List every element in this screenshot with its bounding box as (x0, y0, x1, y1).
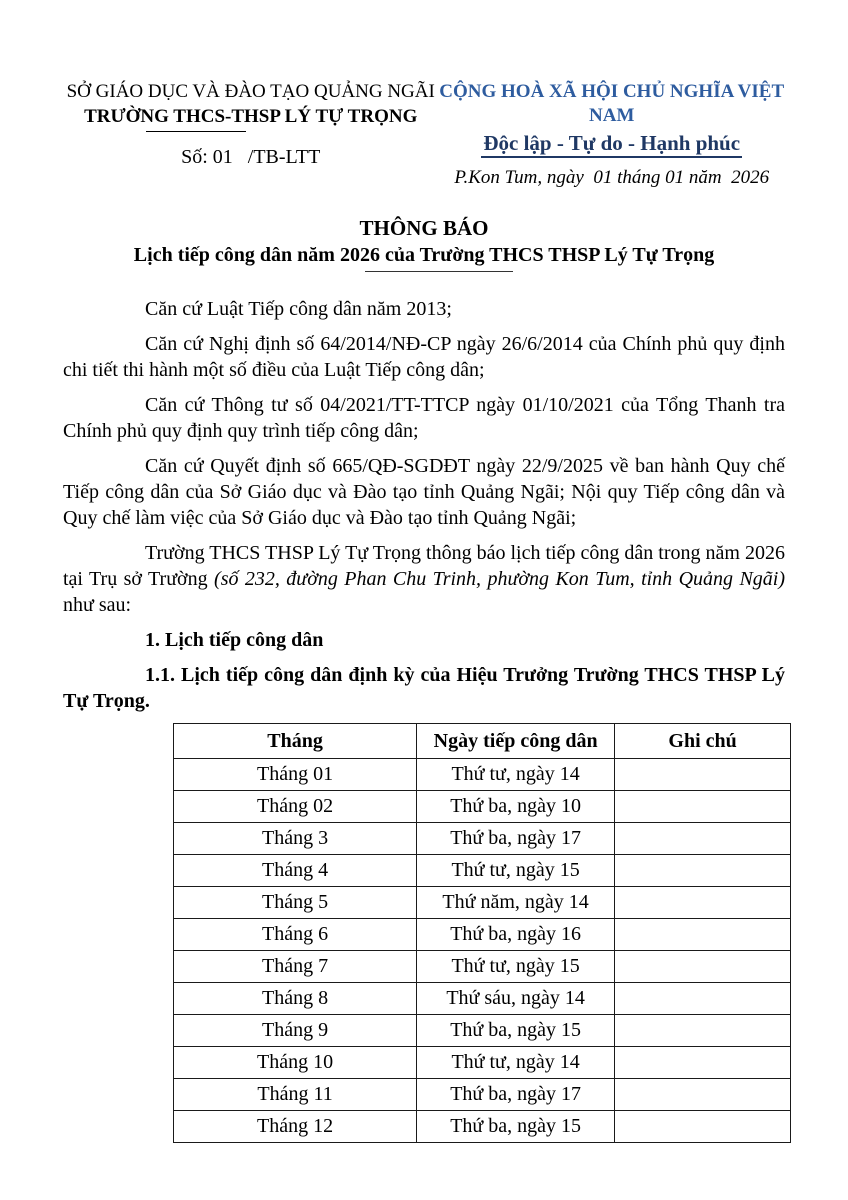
document-title: THÔNG BÁO (359, 216, 489, 240)
recital-paragraph: Căn cứ Luật Tiếp công dân năm 2013; (145, 298, 452, 320)
intro-text-2: như sau: (63, 594, 132, 616)
parent-org-name: SỞ GIÁO DỤC VÀ ĐÀO TẠO QUẢNG NGÃI (66, 81, 435, 102)
recital-paragraph: Căn cứ Nghị định số 64/2014/NĐ-CP ngày 26/6/2014 của Chính phủ quy định chi tiết thi hành một số điều của Luật Tiếp công dân; (63, 333, 785, 381)
table-cell (615, 951, 791, 983)
table-row (174, 759, 791, 791)
table-cell (615, 759, 791, 791)
table-row (174, 855, 791, 887)
national-motto-text: Độc lập - Tự do - Hạnh phúc (481, 131, 742, 158)
table-cell: Tháng 4 (174, 855, 417, 887)
table-cell (615, 919, 791, 951)
table-cell: Thứ tư, ngày 14 (417, 1047, 615, 1079)
column-header-reception-day: Ngày tiếp công dân (417, 724, 615, 759)
table-cell: Thứ tư, ngày 15 (417, 951, 615, 983)
national-header-block (438, 80, 785, 190)
table-cell: Tháng 10 (174, 1047, 417, 1079)
school-name: TRƯỜNG THCS-THSP LÝ TỰ TRỌNG (84, 106, 418, 127)
table-cell: Thứ ba, ngày 17 (417, 1079, 615, 1111)
table-row (174, 1015, 791, 1047)
table-cell (615, 1015, 791, 1047)
table-row (174, 951, 791, 983)
table-cell: Tháng 9 (174, 1015, 417, 1047)
table-cell (615, 855, 791, 887)
national-motto (438, 130, 785, 156)
table-row (174, 1079, 791, 1111)
table-row (174, 823, 791, 855)
table-cell: Tháng 5 (174, 887, 417, 919)
table-cell: Thứ ba, ngày 16 (417, 919, 615, 951)
table-cell: Tháng 12 (174, 1111, 417, 1143)
table-cell (615, 791, 791, 823)
table-row (174, 919, 791, 951)
document-body (63, 296, 785, 1143)
table-cell: Thứ ba, ngày 15 (417, 1111, 615, 1143)
table-row (174, 791, 791, 823)
table-cell: Thứ năm, ngày 14 (417, 887, 615, 919)
document-number: Số: 01 /TB-LTT (181, 146, 321, 168)
table-cell: Tháng 01 (174, 759, 417, 791)
table-row (174, 1047, 791, 1079)
table-cell: Thứ sáu, ngày 14 (417, 983, 615, 1015)
table-header-row (174, 724, 791, 759)
intro-text-1: Trường THCS THSP Lý Tự Trọng thông báo lịch tiếp công dân trong năm 2026 tại Trụ sở Trường (63, 542, 785, 590)
table-cell: Tháng 8 (174, 983, 417, 1015)
table-cell (615, 823, 791, 855)
table-cell: Thứ ba, ngày 10 (417, 791, 615, 823)
table-cell (615, 887, 791, 919)
reception-schedule-table (173, 723, 791, 1143)
place-and-date: P.Kon Tum, ngày 01 tháng 01 năm 2026 (454, 167, 770, 188)
table-cell: Tháng 11 (174, 1079, 417, 1111)
table-cell: Tháng 02 (174, 791, 417, 823)
column-header-notes: Ghi chú (615, 724, 791, 759)
section-1-heading: 1. Lịch tiếp công dân (145, 629, 324, 651)
table-row (174, 1111, 791, 1143)
table-cell: Tháng 7 (174, 951, 417, 983)
table-cell: Thứ ba, ngày 17 (417, 823, 615, 855)
document-header (63, 80, 785, 190)
table-cell: Tháng 6 (174, 919, 417, 951)
document-subtitle: Lịch tiếp công dân năm 2026 của Trường THCS THSP Lý Tự Trọng (133, 244, 715, 266)
table-cell (615, 983, 791, 1015)
table-row (174, 983, 791, 1015)
table-cell: Thứ tư, ngày 14 (417, 759, 615, 791)
national-title: CỘNG HOÀ XÃ HỘI CHỦ NGHĨA VIỆT NAM (439, 81, 785, 126)
table-cell (615, 1047, 791, 1079)
recital-paragraph: Căn cứ Thông tư số 04/2021/TT-TTCP ngày 01/10/2021 của Tổng Thanh tra Chính phủ quy định quy trình tiếp công dân; (63, 394, 785, 442)
schedule-table-body (174, 759, 791, 1143)
intro-paragraph (63, 540, 785, 618)
title-underline (365, 271, 513, 272)
table-row (174, 887, 791, 919)
table-cell: Thứ tư, ngày 15 (417, 855, 615, 887)
recital-paragraph: Căn cứ Quyết định số 665/QĐ-SGDĐT ngày 22/9/2025 về ban hành Quy chế Tiếp công dân của Sở Giáo dục và Đào tạo tỉnh Quảng Ngãi; Nội quy Tiếp công dân và Quy chế làm việc của Sở Giáo dục và Đào tạo tỉnh Quảng Ngãi; (63, 455, 785, 529)
table-cell (615, 1079, 791, 1111)
issuing-org-block (63, 80, 438, 190)
table-cell: Thứ ba, ngày 15 (417, 1015, 615, 1047)
intro-address-italic: (số 232, đường Phan Chu Trinh, phường Kon Tum, tỉnh Quảng Ngãi) (214, 568, 786, 590)
org-name-underline (146, 131, 246, 132)
table-cell: Tháng 3 (174, 823, 417, 855)
section-1-1-heading: 1.1. Lịch tiếp công dân định kỳ của Hiệu Trưởng Trường THCS THSP Lý Tự Trọng. (63, 664, 785, 712)
table-cell (615, 1111, 791, 1143)
column-header-month: Tháng (174, 724, 417, 759)
